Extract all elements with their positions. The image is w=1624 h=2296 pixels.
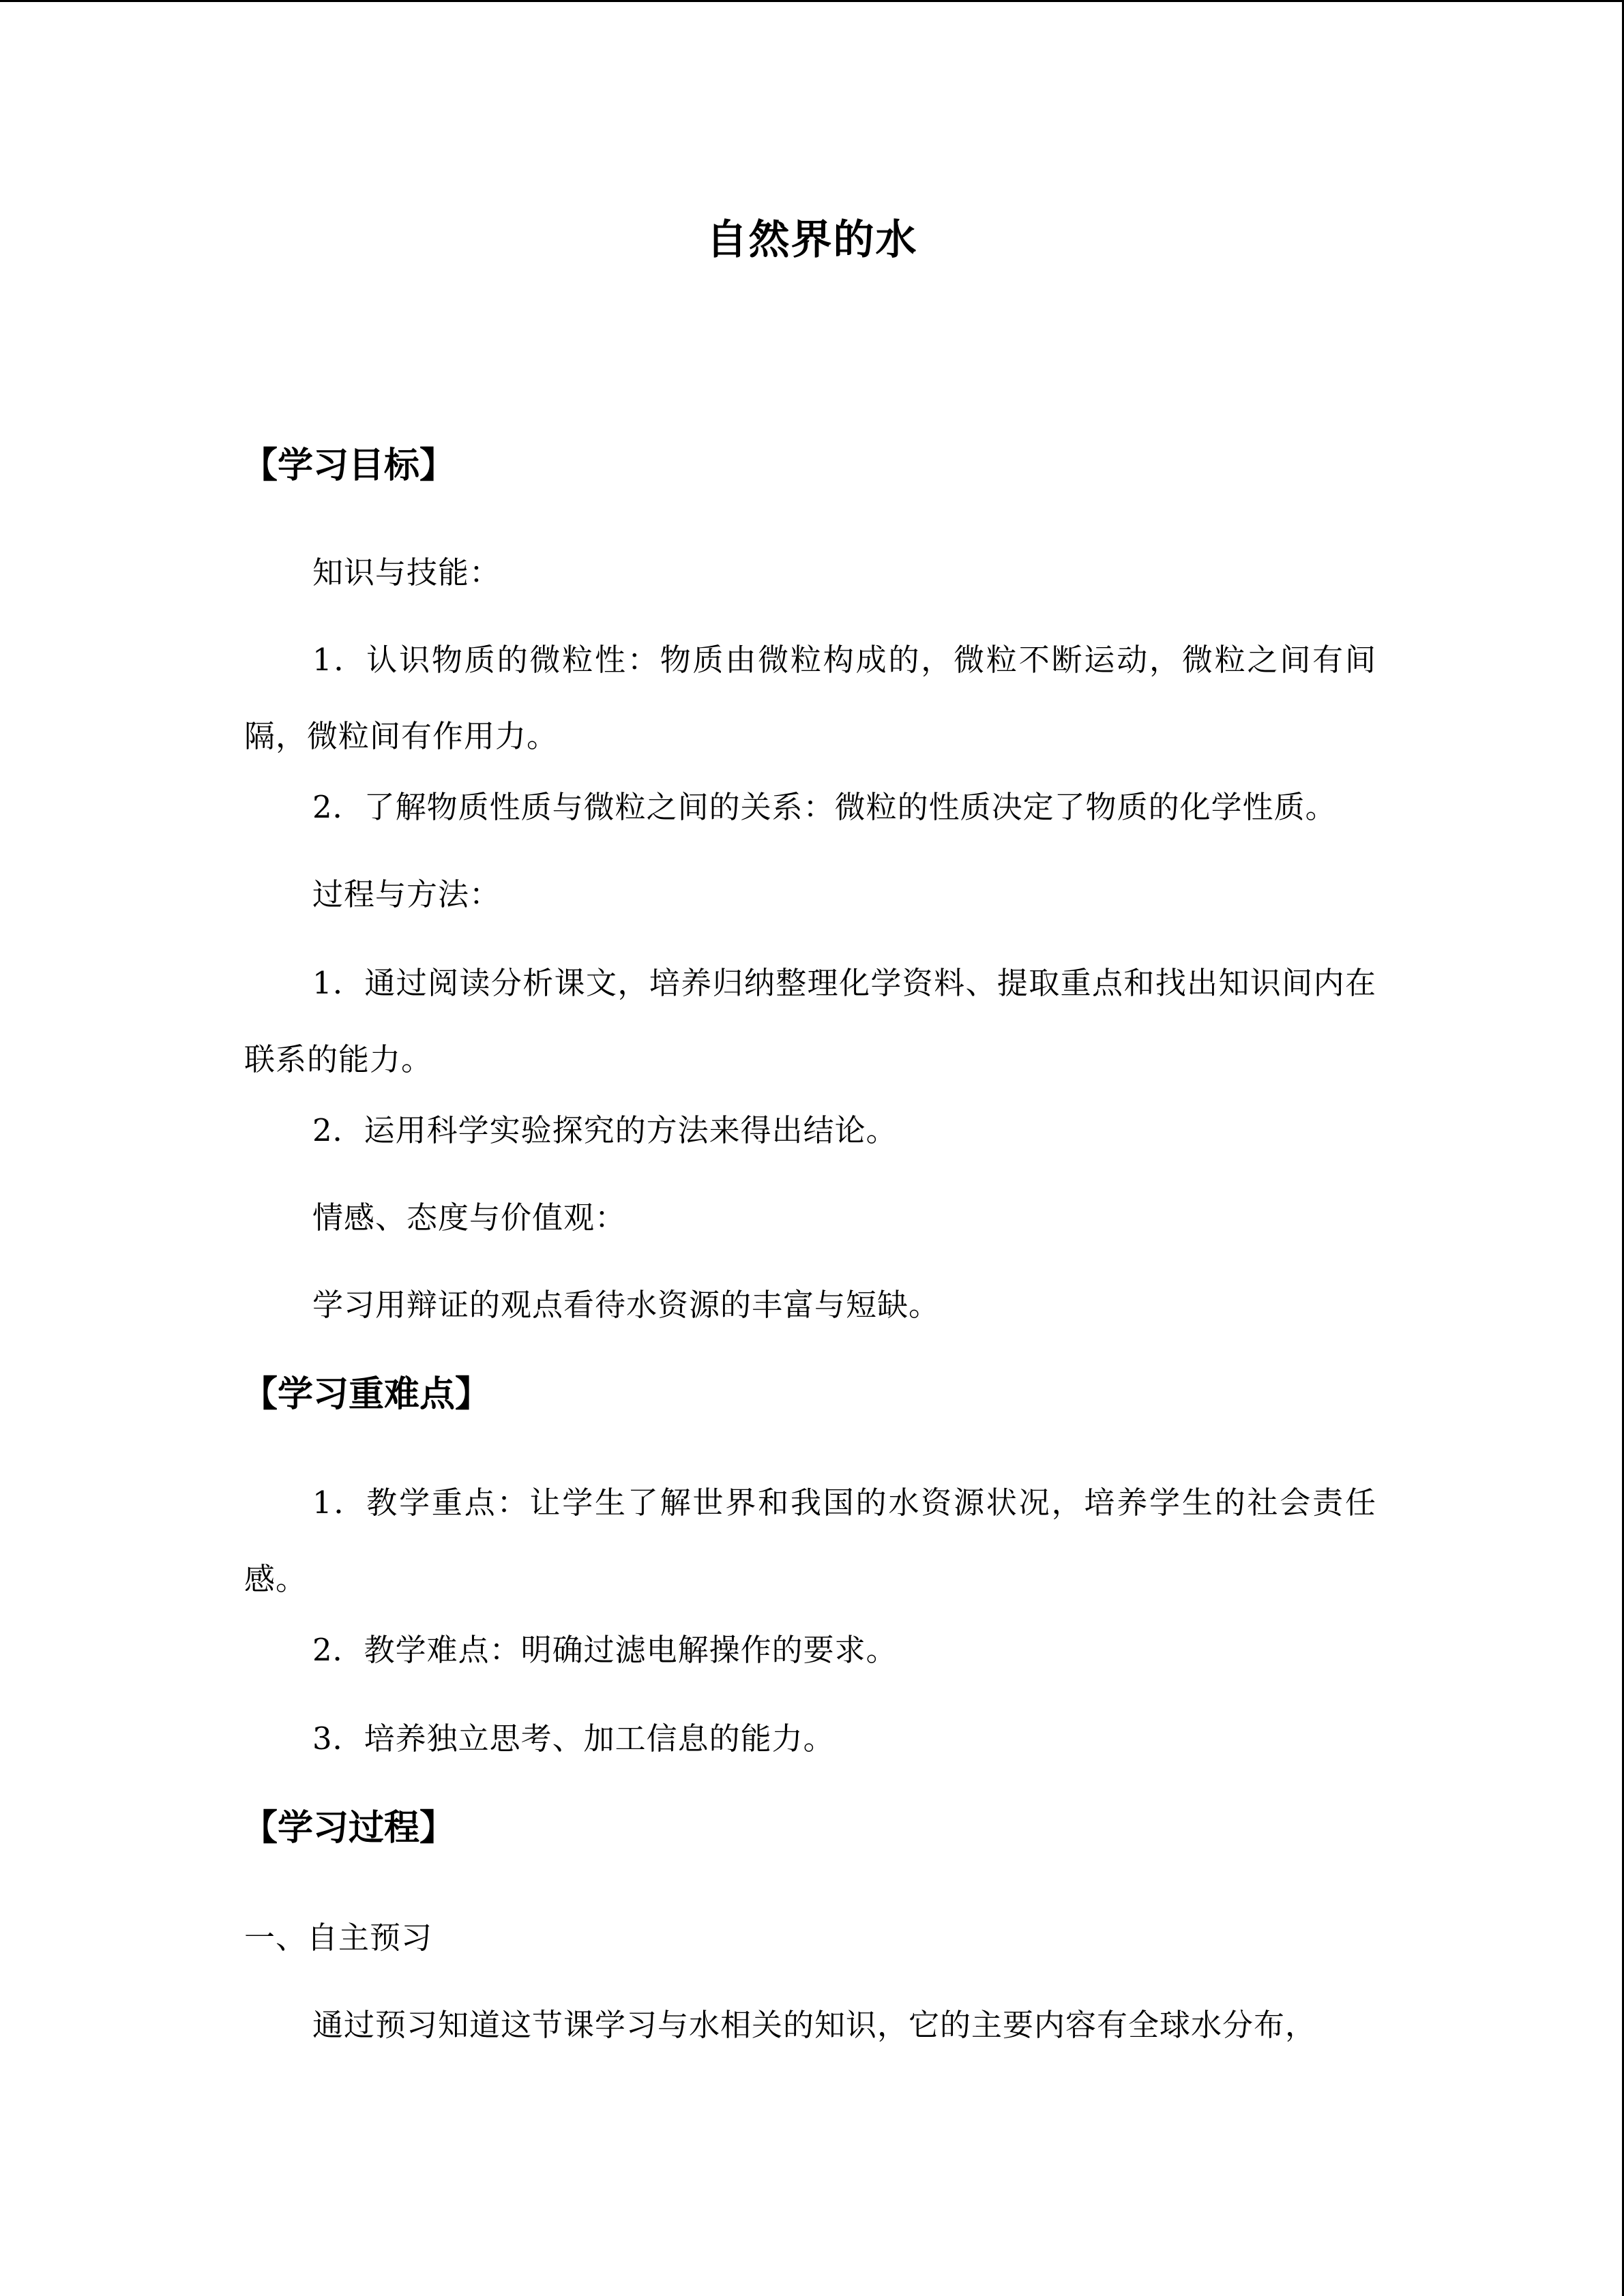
paragraph: 知识与技能： [312,554,501,591]
paragraph: 1．认识物质的微粒性：物质由微粒构成的，微粒不断运动，微粒之间有间隔，微粒间有作用力。 [244,642,1376,754]
paragraph: 3．培养独立思考、加工信息的能力。 [312,1720,835,1757]
paragraph: 通过预习知道这节课学习与水相关的知识，它的主要内容有全球水分布， [312,2007,1317,2043]
section-heading-process: 【学习过程】 [242,1808,456,1849]
document-title: 自然界的水 [706,216,918,264]
paragraph: 2．运用科学实验探究的方法来得出结论。 [312,1112,898,1148]
paragraph: 2．了解物质性质与微粒之间的关系：微粒的性质决定了物质的化学性质。 [312,789,1337,825]
paragraph: 情感、态度与价值观： [312,1199,627,1236]
paragraph: 1．通过阅读分析课文，培养归纳整理化学资料、提取重点和找出知识间内在联系的能力。 [244,965,1376,1077]
paragraph: 过程与方法： [312,876,501,912]
paragraph: 学习用辩证的观点看待水资源的丰富与短缺。 [312,1287,941,1323]
subsection-heading: 一、自主预习 [244,1920,433,1956]
paragraph: 2．教学难点：明确过滤电解操作的要求。 [312,1632,898,1668]
paragraph: 1．教学重点：让学生了解世界和我国的水资源状况，培养学生的社会责任感。 [244,1485,1376,1597]
section-heading-key-points: 【学习重难点】 [242,1374,491,1415]
section-heading-objectives: 【学习目标】 [242,445,456,486]
